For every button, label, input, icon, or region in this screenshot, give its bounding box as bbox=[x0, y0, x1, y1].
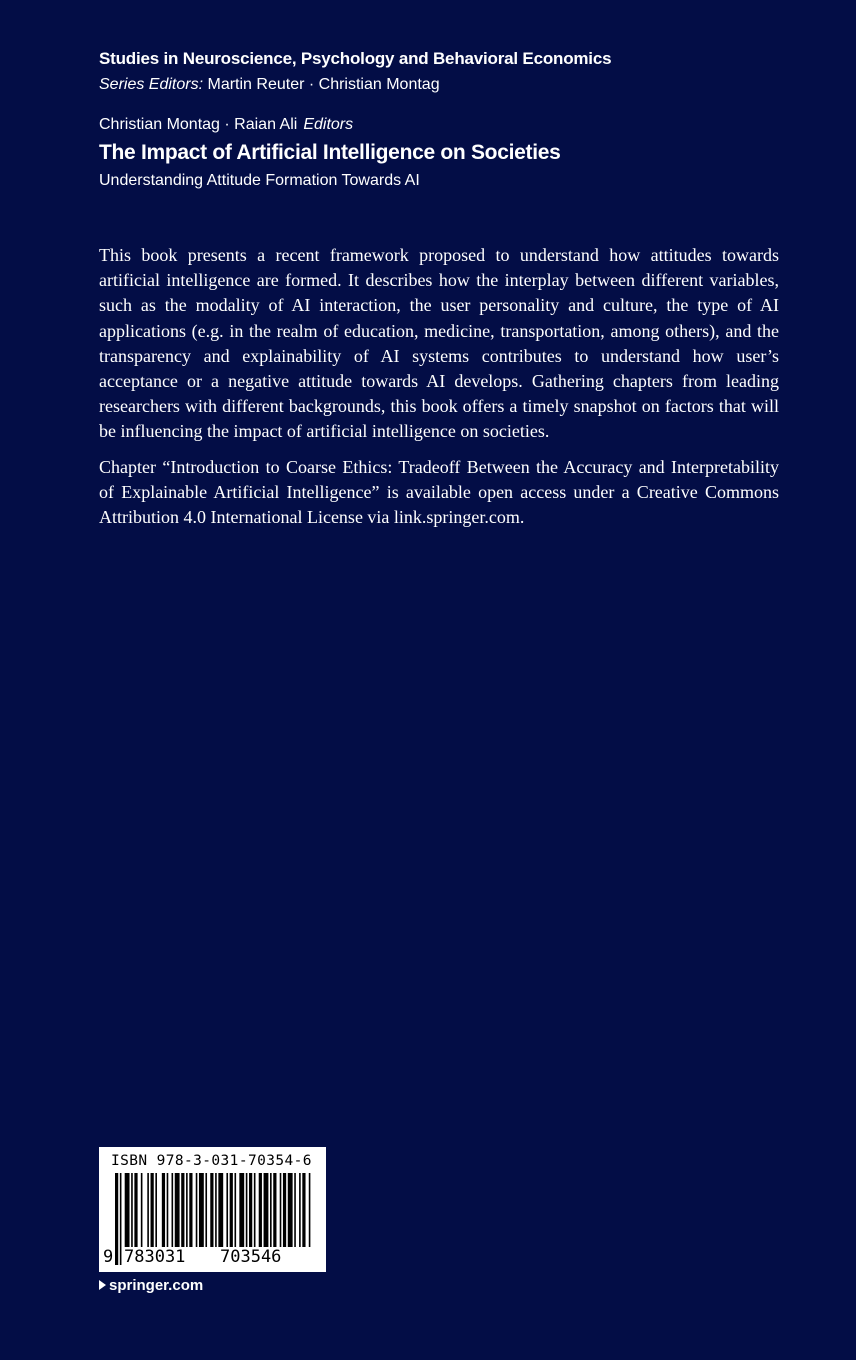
barcode-bar bbox=[215, 1173, 217, 1247]
barcode-bar bbox=[259, 1173, 262, 1247]
barcode-bar bbox=[270, 1173, 272, 1247]
publisher-url: springer.com bbox=[109, 1277, 204, 1294]
barcode-digit-first: 9 bbox=[103, 1247, 114, 1267]
book-description bbox=[99, 243, 779, 540]
barcode-bar bbox=[280, 1173, 282, 1247]
barcode-bar bbox=[264, 1173, 269, 1247]
barcode-bar bbox=[162, 1173, 165, 1247]
book-editors-names: Christian Montag · Raian Ali bbox=[99, 116, 298, 133]
book-info bbox=[99, 113, 819, 193]
book-editors bbox=[99, 113, 819, 137]
publisher-link[interactable] bbox=[99, 1276, 203, 1296]
book-editors-role: Editors bbox=[303, 116, 354, 133]
barcode-bar bbox=[288, 1173, 293, 1247]
barcode-bar bbox=[134, 1173, 137, 1247]
barcode-digits-left: 783031 bbox=[124, 1247, 186, 1267]
series-editors-names: Martin Reuter · Christian Montag bbox=[207, 76, 440, 93]
series-editors-label: Series Editors: bbox=[99, 76, 204, 93]
barcode-bar bbox=[196, 1173, 198, 1247]
barcode-bar bbox=[254, 1173, 256, 1247]
barcode-bar bbox=[199, 1173, 204, 1247]
barcode-bar bbox=[294, 1173, 296, 1247]
barcode-bar bbox=[239, 1173, 244, 1247]
barcode-bar bbox=[151, 1173, 154, 1247]
isbn-barcode bbox=[99, 1147, 326, 1272]
barcode-bar bbox=[273, 1173, 276, 1247]
barcode-digits bbox=[99, 1247, 326, 1269]
book-title: The Impact of Artificial Intelligence on Societies bbox=[99, 141, 561, 164]
barcode-bar bbox=[230, 1173, 233, 1247]
barcode-bar bbox=[210, 1173, 213, 1247]
barcode-bar bbox=[131, 1173, 133, 1247]
barcode-bar bbox=[186, 1173, 188, 1247]
barcode-bar bbox=[141, 1173, 143, 1247]
book-subtitle: Understanding Attitude Formation Towards AI bbox=[99, 172, 420, 189]
barcode-bar bbox=[125, 1173, 130, 1247]
barcode-bar bbox=[246, 1173, 248, 1247]
isbn-label: ISBN 978-3-031-70354-6 bbox=[111, 1153, 312, 1169]
barcode-bar bbox=[299, 1173, 301, 1247]
barcode-bar bbox=[205, 1173, 207, 1247]
barcode-bar bbox=[175, 1173, 180, 1247]
triangle-arrow-icon bbox=[99, 1280, 106, 1290]
barcode-bar bbox=[283, 1173, 286, 1247]
open-access-note: Chapter “Introduction to Coarse Ethics: Tradeoff Between the Accuracy and Interpretability of Explainable Artificial Intelligence” is available open access under a Creative Commons Attribution 4.0 International License via link.springer.com. bbox=[99, 456, 779, 528]
barcode-bar bbox=[155, 1173, 157, 1247]
barcode-bar bbox=[226, 1173, 228, 1247]
barcode-bar bbox=[309, 1173, 311, 1247]
description-paragraph: This book presents a recent framework proposed to understand how attitudes towards artificial intelligence are formed. It describes how the interplay between different variables, such as the modality of AI interaction, the user personality and culture, the type of AI applications (e.g. in the realm of education, medicine, transportation, among others), and the transparency and explainability of AI systems contributes to understand how user’s acceptance or a negative attitude towards AI develops. Gathering chapters from leading researchers with different backgrounds, this book offers a timely snapshot on factors that will be influencing the impact of artificial intelligence on societies. bbox=[99, 245, 779, 442]
series-editors bbox=[99, 72, 799, 98]
barcode-bar bbox=[189, 1173, 192, 1247]
barcode-bar bbox=[181, 1173, 184, 1247]
barcode-bar bbox=[234, 1173, 236, 1247]
series-title: Studies in Neuroscience, Psychology and Behavioral Economics bbox=[99, 49, 612, 68]
barcode-bar bbox=[302, 1173, 305, 1247]
barcode-bar bbox=[167, 1173, 169, 1247]
barcode-bar bbox=[218, 1173, 223, 1247]
barcode-bar bbox=[172, 1173, 174, 1247]
series-info bbox=[99, 46, 799, 98]
barcode-bar bbox=[249, 1173, 252, 1247]
barcode-bar bbox=[147, 1173, 149, 1247]
barcode-digits-right: 703546 bbox=[220, 1247, 282, 1267]
